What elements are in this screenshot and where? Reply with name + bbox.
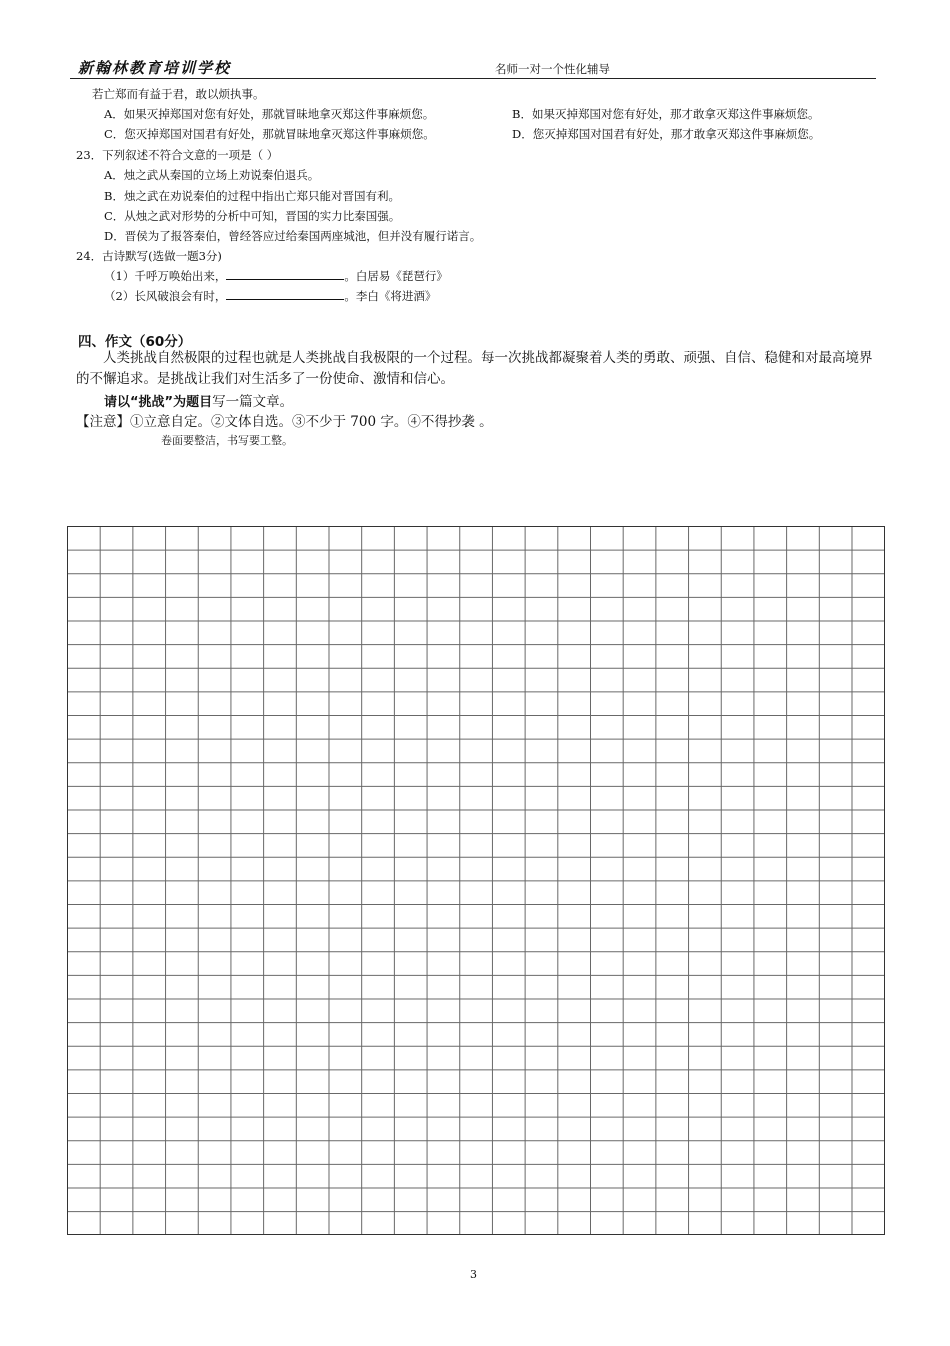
q22-option-c: C．您灭掉郑国对国君有好处，那就冒昧地拿灭郑这件事麻烦您。 <box>104 127 435 141</box>
q23-stem: 23．下列叙述不符合文意的一项是（ ） <box>76 148 279 162</box>
writing-grid[interactable] <box>67 526 885 1235</box>
q23-option-a: A．烛之武从秦国的立场上劝说秦伯退兵。 <box>104 168 320 182</box>
q23-option-b: B．烛之武在劝说秦伯的过程中指出亡郑只能对晋国有利。 <box>104 189 400 203</box>
q24-item-2-suffix: 。李白《将进酒》 <box>344 289 437 303</box>
answer-blank-1[interactable] <box>226 268 344 280</box>
page-number: 3 <box>470 1268 477 1281</box>
q23-option-d: D．晋侯为了报答秦伯，曾经答应过给秦国两座城池，但并没有履行诺言。 <box>104 229 482 243</box>
q24-item-1-suffix: 。白居易《琵琶行》 <box>344 269 448 283</box>
header-rule <box>70 78 876 79</box>
essay-task-rest: 写一篇文章。 <box>212 394 294 410</box>
q24-item-1-prefix: （1）千呼万唤始出来， <box>104 269 227 283</box>
essay-section-title: 四、作文（60分） <box>78 334 192 350</box>
q22-option-d: D．您灭掉郑国对国君有好处，那才敢拿灭郑这件事麻烦您。 <box>512 127 821 141</box>
q22-option-a: A．如果灭掉郑国对您有好处，那就冒昧地拿灭郑这件事麻烦您。 <box>104 107 435 121</box>
q24-item-2 <box>104 288 436 304</box>
q24-item-1 <box>104 268 448 284</box>
essay-task-bold: 请以“挑战”为题目 <box>104 395 213 410</box>
essay-task <box>104 390 293 410</box>
school-name: 新翰林教育培训学校 <box>78 59 232 77</box>
essay-notice: 【注意】①立意自定。②文体自选。③不少于 700 字。④不得抄袭 。 <box>76 414 493 430</box>
q23-option-c: C．从烛之武对形势的分析中可知，晋国的实力比秦国强。 <box>104 209 401 223</box>
header-slogan: 名师一对一个性化辅导 <box>495 62 610 76</box>
answer-blank-2[interactable] <box>226 288 344 300</box>
essay-neatness-note: 卷面要整洁，书写要工整。 <box>161 434 293 447</box>
q24-stem: 24．古诗默写(选做一题3分) <box>76 249 222 263</box>
essay-paragraph: 人类挑战自然极限的过程也就是人类挑战自我极限的一个过程。每一次挑战都凝聚着人类的勇敢、顽强、自信、稳健和对最高境界的不懈追求。是挑战让我们对生活多了一份使命、激情和信心。 <box>76 350 873 387</box>
q22-stem: 若亡郑而有益于君，敢以烦执事。 <box>92 87 265 101</box>
q24-item-2-prefix: （2）长风破浪会有时， <box>104 289 227 303</box>
q22-option-b: B．如果灭掉郑国对您有好处，那才敢拿灭郑这件事麻烦您。 <box>512 107 820 121</box>
